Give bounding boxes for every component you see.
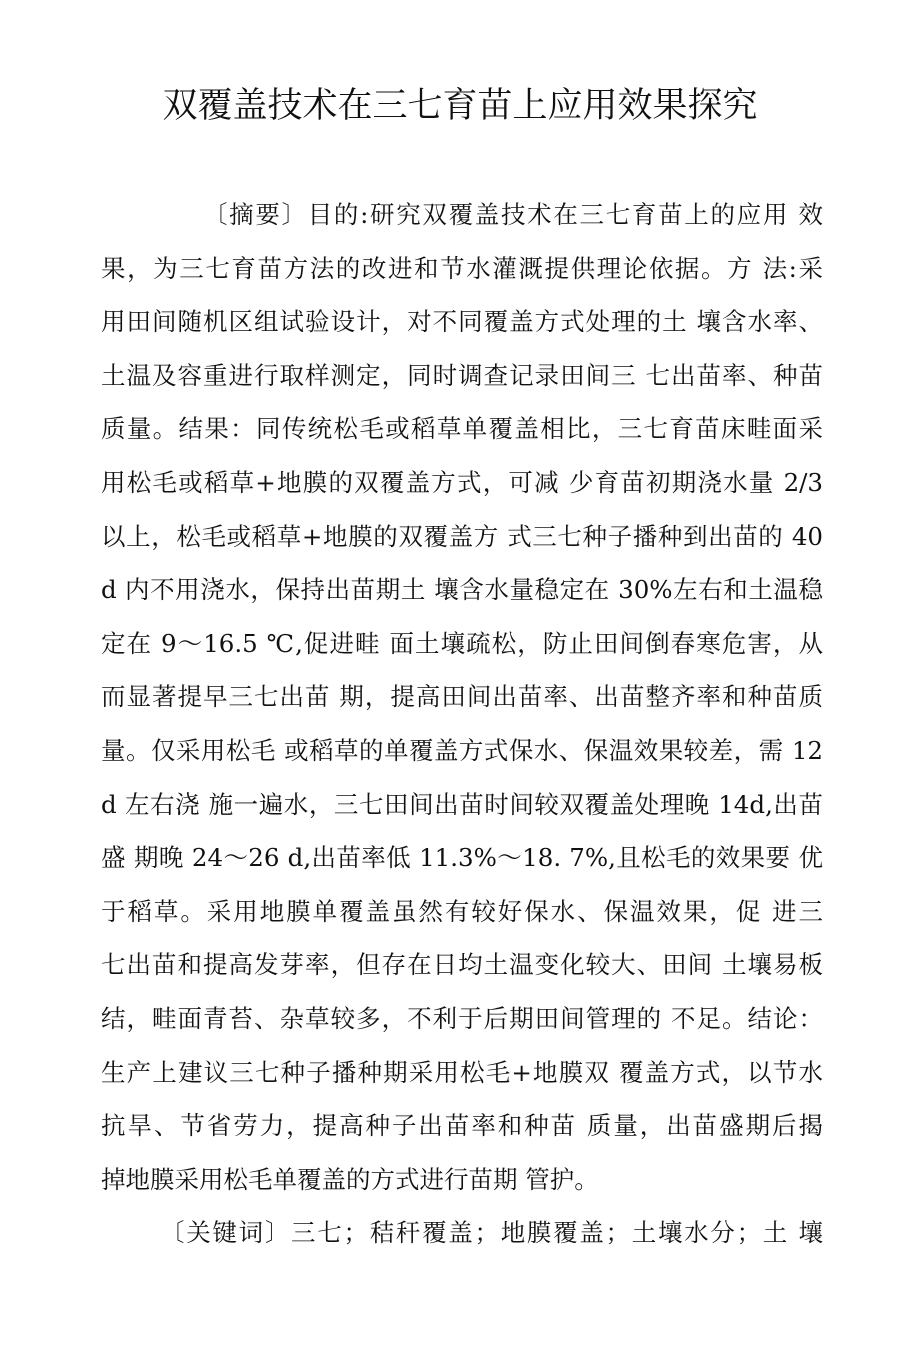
abstract-line: 土温及容重进行取样测定，同时调查记录田间三 七出苗率、种苗: [101, 360, 823, 390]
abstract-line: 掉地膜采用松毛单覆盖的方式进行苗期 管护。: [101, 1164, 599, 1194]
abstract-line: 用田间随机区组试验设计，对不同覆盖方式处理的土 壤含水率、: [101, 307, 823, 337]
abstract-line: 生产上建议三七种子播种期采用松毛+地膜双 覆盖方式，以节水: [101, 1057, 823, 1087]
abstract-line: 质量。结果：同传统松毛或稻草单覆盖相比，三七育苗床畦面采: [101, 414, 823, 444]
abstract-line: 七出苗和提高发芽率，但存在日均土温变化较大、田间 土壤易板: [101, 950, 823, 980]
abstract-line: 以上，松毛或稻草+地膜的双覆盖方 式三七种子播种到出苗的 40: [101, 521, 823, 551]
abstract-line: 于稻草。采用地膜单覆盖虽然有较好保水、保温效果，促 进三: [101, 896, 823, 926]
abstract-line: 〔摘要〕目的:研究双覆盖技术在三七育苗上的应用 效: [203, 200, 823, 229]
abstract-line: 定在 9～16.5 ℃,促进畦 面土壤疏松，防止田间倒春寒危害，从: [101, 628, 823, 658]
abstract-paragraph: [101, 188, 823, 1206]
abstract-line: 结，畦面青苔、杂草较多，不利于后期田间管理的 不足。结论：: [101, 1003, 823, 1033]
abstract-line: d 左右浇 施一遍水，三七田间出苗时间较双覆盖处理晚 14d,出苗: [101, 789, 823, 819]
abstract-line: 量。仅采用松毛 或稻草的单覆盖方式保水、保温效果较差，需 12: [101, 735, 823, 765]
abstract-line: 抗旱、节省劳力，提高种子出苗率和种苗 质量，出苗盛期后揭: [101, 1111, 823, 1141]
document-title: 双覆盖技术在三七育苗上应用效果探究: [162, 86, 758, 126]
abstract-line: 用松毛或稻草+地膜的双覆盖方式，可减 少育苗初期浇水量 2/3: [101, 467, 823, 497]
abstract-line: 果，为三七育苗方法的改进和节水灌溉提供理论依据。方 法:采: [101, 253, 823, 283]
abstract-line: 而显著提早三七出苗 期，提高田间出苗率、出苗整齐率和种苗质: [101, 682, 823, 712]
abstract-line: 盛 期晚 24～26 d,出苗率低 11.3%～18. 7%,且松毛的效果要 优: [101, 843, 823, 873]
abstract-line: d 内不用浇水，保持出苗期土 壤含水量稳定在 30%左右和土温稳: [101, 575, 823, 605]
keywords-line: 〔关键词〕三七；秸秆覆盖；地膜覆盖；土壤水分；土 壤: [160, 1218, 823, 1247]
